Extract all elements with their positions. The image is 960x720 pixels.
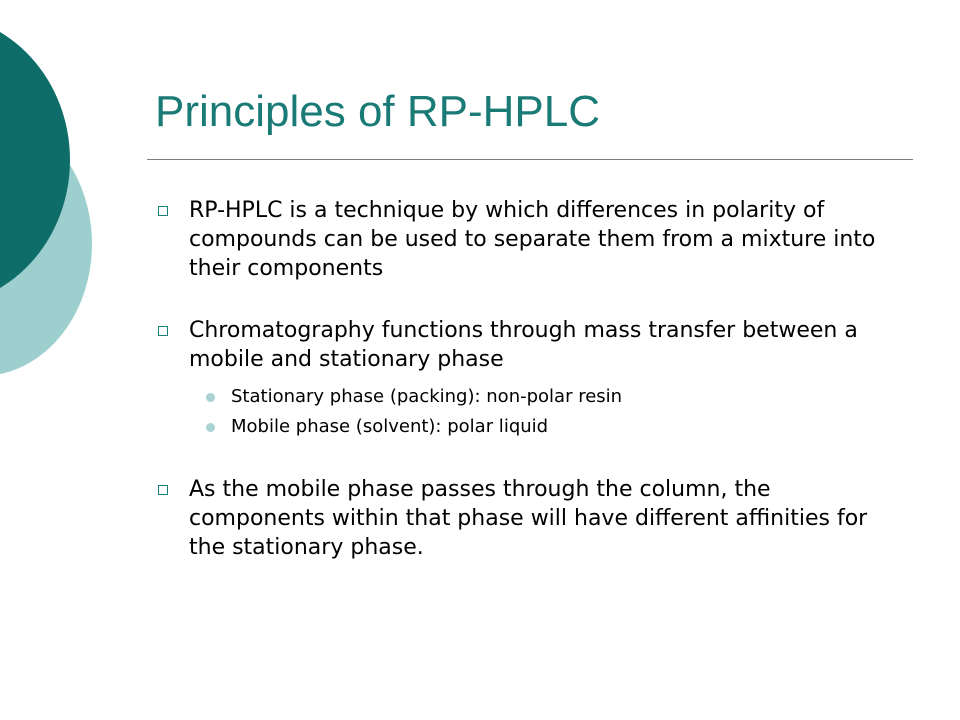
sub-bullet-item [189,412,890,442]
filled-circle-bullet-icon [206,393,215,402]
bullet-text: RP-HPLC is a technique by which differences in polarity of compounds can be used to separate them from a mixture into their components [189,198,876,281]
title-divider [147,159,913,160]
bullet-item [155,475,890,562]
bullet-text: Chromatography functions through mass transfer between a mobile and stationary phase [189,318,858,372]
sub-bullet-text: Stationary phase (packing): non-polar resin [231,386,623,407]
slide-title: Principles of RP-HPLC [155,87,601,136]
bullet-item [155,196,890,283]
filled-circle-bullet-icon [206,423,215,432]
bullet-item [155,316,890,442]
sub-bullet-item [189,382,890,412]
sub-bullet-text: Mobile phase (solvent): polar liquid [231,416,549,437]
bullet-list [155,196,890,562]
sub-bullet-list [189,382,890,442]
hollow-square-bullet-icon [158,206,168,216]
bullet-text: As the mobile phase passes through the column, the components within that phase will have different affinities for the stationary phase. [189,477,868,560]
hollow-square-bullet-icon [158,326,168,336]
hollow-square-bullet-icon [158,485,168,495]
